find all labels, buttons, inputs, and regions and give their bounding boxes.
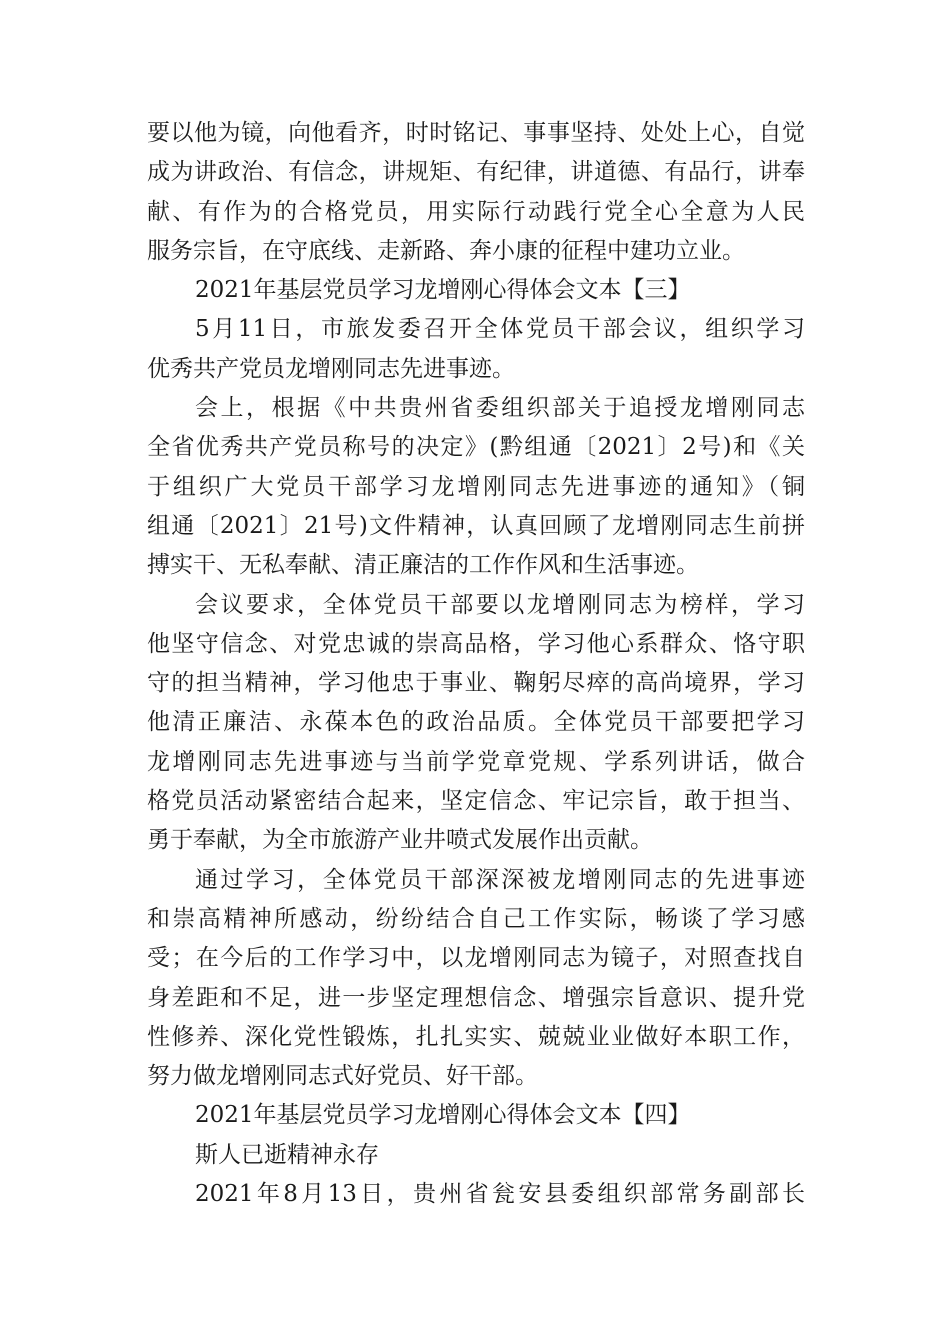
text-line: 守的担当精神，学习他忠于事业、鞠躬尽瘁的高尚境界，学习 [147, 670, 805, 697]
text-line: 龙增刚同志先进事迹与当前学党章党规、学系列讲话，做合 [147, 748, 805, 775]
text-line: 格党员活动紧密结合起来，坚定信念、牢记宗旨，敢于担当、 [147, 788, 805, 815]
text-line: 服务宗旨，在守底线、走新路、奔小康的征程中建功立业。 [147, 237, 745, 264]
text-line: 全省优秀共产党员称号的决定》(黔组通〔2021〕2号)和《关 [147, 434, 805, 461]
text-line: 努力做龙增刚同志式好党员、好干部。 [147, 1063, 538, 1090]
text-line: 组通〔2021〕21号)文件精神，认真回顾了龙增刚同志生前拼 [147, 512, 805, 539]
section-heading: 2021年基层党员学习龙增刚心得体会文本【三】 [195, 277, 691, 304]
text-line: 和崇高精神所感动，纷纷结合自己工作实际，畅谈了学习感 [147, 905, 805, 932]
text-line: 通过学习，全体党员干部深深被龙增刚同志的先进事迹 [195, 866, 805, 893]
text-line: 勇于奉献，为全市旅游产业井喷式发展作出贡献。 [147, 827, 653, 854]
section-heading: 2021年基层党员学习龙增刚心得体会文本【四】 [195, 1102, 691, 1129]
text-line: 身差距和不足，进一步坚定理想信念、增强宗旨意识、提升党 [147, 984, 805, 1011]
text-line: 要以他为镜，向他看齐，时时铭记、事事坚持、处处上心，自觉 [147, 120, 805, 146]
text-line: 会上，根据《中共贵州省委组织部关于追授龙增刚同志 [195, 395, 805, 422]
text-line: 2021年8月13日，贵州省瓮安县委组织部常务副部长 [195, 1181, 805, 1208]
text-line: 性修养、深化党性锻炼，扎扎实实、兢兢业业做好本职工作， [147, 1023, 805, 1050]
section-subtitle: 斯人已逝精神永存 [195, 1141, 379, 1168]
text-line: 成为讲政治、有信念，讲规矩、有纪律，讲道德、有品行，讲奉 [147, 159, 805, 186]
text-line: 优秀共产党员龙增刚同志先进事迹。 [147, 355, 515, 382]
text-line: 他清正廉洁、永葆本色的政治品质。全体党员干部要把学习 [147, 709, 805, 736]
text-line: 会议要求，全体党员干部要以龙增刚同志为榜样，学习 [195, 591, 805, 618]
text-line: 搏实干、无私奉献、清正廉洁的工作作风和生活事迹。 [147, 552, 699, 579]
text-line: 5月11日，市旅发委召开全体党员干部会议，组织学习 [195, 316, 805, 343]
text-line: 受；在今后的工作学习中，以龙增刚同志为镜子，对照查找自 [147, 945, 805, 972]
text-line: 献、有作为的合格党员，用实际行动践行党全心全意为人民 [147, 198, 805, 225]
text-line: 于组织广大党员干部学习龙增刚同志先进事迹的通知》（铜 [147, 473, 805, 500]
document-body [147, 114, 805, 1214]
text-line: 他坚守信念、对党忠诚的崇高品格，学习他心系群众、恪守职 [147, 630, 805, 657]
